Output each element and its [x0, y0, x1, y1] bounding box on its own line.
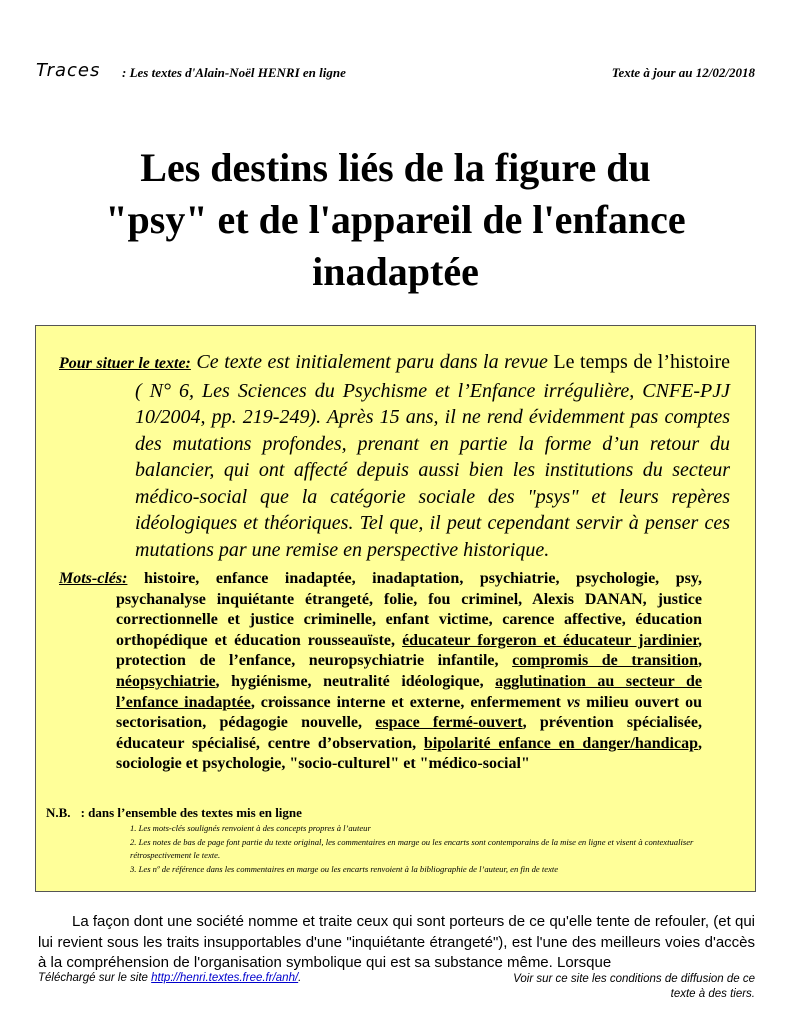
- update-date: Texte à jour au 12/02/2018: [611, 65, 755, 80]
- nb-section: [46, 805, 736, 876]
- nb-heading: [46, 805, 736, 821]
- body-paragraph: La façon dont une société nomme et traite ceux qui sont porteurs de ce qu'elle tente de refouler, (et qui lui revient sous les traits insupportables d'une "inquiétante étrangeté"), est l'une des meilleurs voies d'accès à la compréhension de l'organisation symbolique qui est sa substance même. Lorsque: [38, 913, 755, 971]
- keywords-text: , sociologie et psychologie, "socio-culturel" et "médico-social": [116, 734, 703, 773]
- site-brand: Traces: [36, 60, 101, 81]
- download-end: .: [298, 972, 302, 984]
- title-line-3: inadaptée: [312, 249, 479, 294]
- page-footer: [38, 972, 755, 1008]
- keyword-concept: espace fermé-ouvert: [375, 714, 523, 732]
- nb-item: 3. Les nº de référence dans les commentaires en marge ou les encarts renvoient à la bibliographie de l’auteur, en fin de texte: [130, 863, 559, 874]
- nb-item: 2. Les notes de bas de page font partie du texte original, les commentaires en marge ou les encarts sont contemporains de la mise en ligne et visent à contextualiser rétrospectivement le texte.: [130, 836, 694, 860]
- keywords-text: , croissance interne et externe, enfermement: [250, 693, 567, 711]
- keywords-text: milieu ouvert ou sectorisation, pédagogie nouvelle,: [116, 693, 703, 732]
- keywords-text: , hygiénisme, neutralité idéologique,: [215, 672, 496, 690]
- distribution-line-1: Voir sur ce site les conditions de diffusion de ce: [513, 973, 755, 985]
- distribution-note: [455, 972, 755, 1002]
- context-section: [59, 349, 730, 563]
- context-paragraph: [59, 349, 730, 563]
- keywords-paragraph: [59, 569, 702, 775]
- title-line-2: "psy" et de l'appareil de l'enfance: [105, 197, 686, 242]
- keyword-vs: vs: [566, 693, 581, 711]
- keywords-label: Mots-clés:: [59, 570, 128, 587]
- document-title: [40, 142, 751, 298]
- keyword-concept: néopsychiatrie: [116, 672, 216, 690]
- context-box: [35, 325, 756, 892]
- page-header: [36, 60, 755, 82]
- title-line-1: Les destins liés de la figure du: [140, 145, 651, 190]
- nb-item: 1. Les mots-clés soulignés renvoient à des concepts propres à l’auteur: [130, 823, 371, 833]
- keywords-text: ,: [698, 652, 703, 670]
- download-note: [38, 972, 301, 984]
- download-text: Téléchargé sur le site: [38, 972, 152, 984]
- keyword-concept: compromis de transition: [512, 652, 699, 670]
- site-link[interactable]: http://henri.textes.free.fr/anh/: [151, 972, 299, 984]
- keyword-concept: éducateur forgeron et éducateur jardinier: [402, 631, 698, 649]
- keywords-text: histoire, enfance inadaptée, inadaptation, psychiatrie, psychologie, psy, psychanalyse inquiétante étrangeté, folie, fou criminel, Alexis DANAN, justice correctionnelle et justice criminelle, enfant victime, carence affective, éducation orthopédique et éducation rousseauïste,: [116, 570, 702, 649]
- keywords-text: , protection de l’enfance, neuropsychiatrie infantile,: [116, 631, 702, 670]
- keyword-concept: agglutination au secteur de l’enfance inadaptée: [116, 672, 703, 711]
- keywords-section: [59, 569, 702, 775]
- distribution-line-2: texte à des tiers.: [670, 988, 755, 1000]
- context-text-2: ( N° 6, Les Sciences du Psychisme et l’Enfance irrégulière, CNFE-PJJ 10/2004, pp. 219-249). Après 15 ans, il ne rend évidemment pas comptes des mutations profondes, prenant en partie la forme d’un retour du balancier, qui ont affecté depuis aussi bien les institutions du secteur médico-social que la catégorie sociale des "psys" et leurs repères idéologiques et théoriques. Tel que, il peut cependant servir à penser ces mutations par une remise en perspective historique.: [135, 379, 730, 561]
- keyword-concept: bipolarité enfance en danger/handicap: [423, 734, 699, 752]
- nb-label: N.B.: [46, 805, 71, 820]
- site-subtitle: : Les textes d'Alain-Noël HENRI en ligne: [122, 65, 346, 80]
- context-text-1: Ce texte est initialement paru dans la revue: [190, 351, 554, 373]
- journal-name: Le temps de l’histoire: [553, 351, 730, 373]
- context-label: Pour situer le texte:: [59, 355, 191, 372]
- nb-list: [46, 822, 736, 876]
- keywords-text: , prévention spécialisée, éducateur spécialisé, centre d’observation,: [116, 714, 702, 752]
- nb-intro: : dans l’ensemble des textes mis en ligne: [80, 805, 302, 820]
